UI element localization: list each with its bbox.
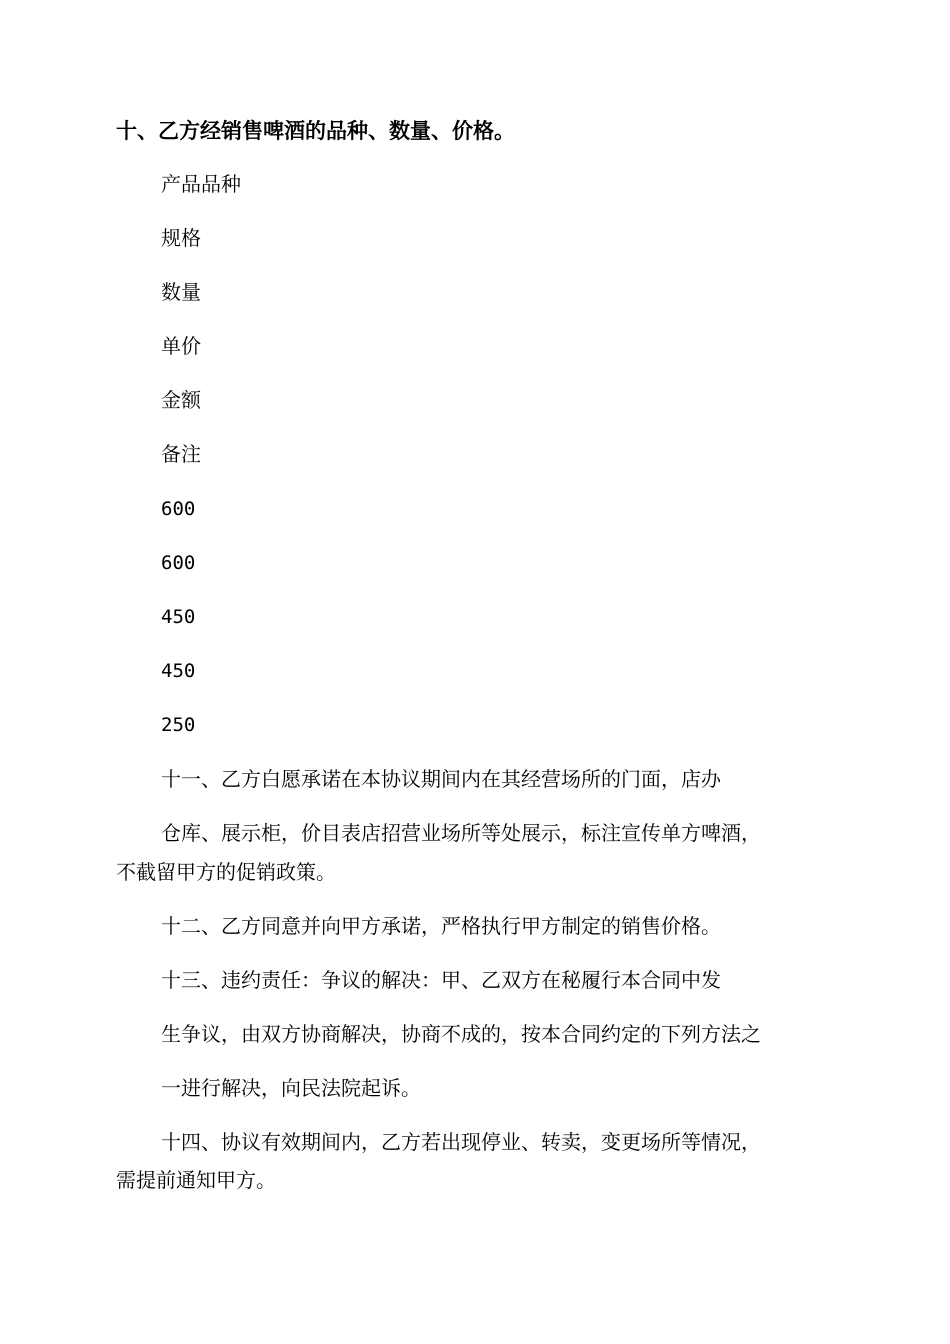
field-amount: 金额	[161, 388, 201, 412]
section-10-heading: 十、乙方经销售啤酒的品种、数量、价格。	[116, 119, 515, 143]
field-quantity: 数量	[161, 280, 201, 304]
field-remarks: 备注	[161, 442, 201, 466]
section-12-line-1: 十二、乙方同意并向甲方承诺，严格执行甲方制定的销售价格。	[161, 914, 721, 938]
value-line: 450	[161, 660, 196, 682]
value-line: 600	[161, 498, 196, 520]
value-line: 250	[161, 714, 196, 736]
section-11-line-1: 十一、乙方白愿承诺在本协议期间内在其经营场所的门面，店办	[161, 767, 721, 791]
section-11-line-3: 不截留甲方的促销政策。	[116, 860, 336, 884]
section-13-line-1: 十三、违约责任：争议的解决：甲、乙双方在秘履行本合同中发	[161, 968, 721, 992]
field-unit-price: 单价	[161, 334, 201, 358]
section-14-line-1: 十四、协议有效期间内，乙方若出现停业、转卖，变更场所等情况，	[161, 1130, 761, 1154]
value-line: 600	[161, 552, 196, 574]
field-specification: 规格	[161, 226, 201, 250]
section-14-line-2: 需提前通知甲方。	[116, 1168, 276, 1192]
field-product-variety: 产品品种	[161, 172, 241, 196]
section-13-line-2: 生争议，由双方协商解决，协商不成的，按本合同约定的下列方法之	[161, 1022, 761, 1046]
section-13-line-3: 一进行解决，向民法院起诉。	[161, 1076, 421, 1100]
section-11-line-2: 仓库、展示柜，价目表店招营业场所等处展示，标注宣传单方啤酒，	[161, 821, 761, 845]
value-line: 450	[161, 606, 196, 628]
